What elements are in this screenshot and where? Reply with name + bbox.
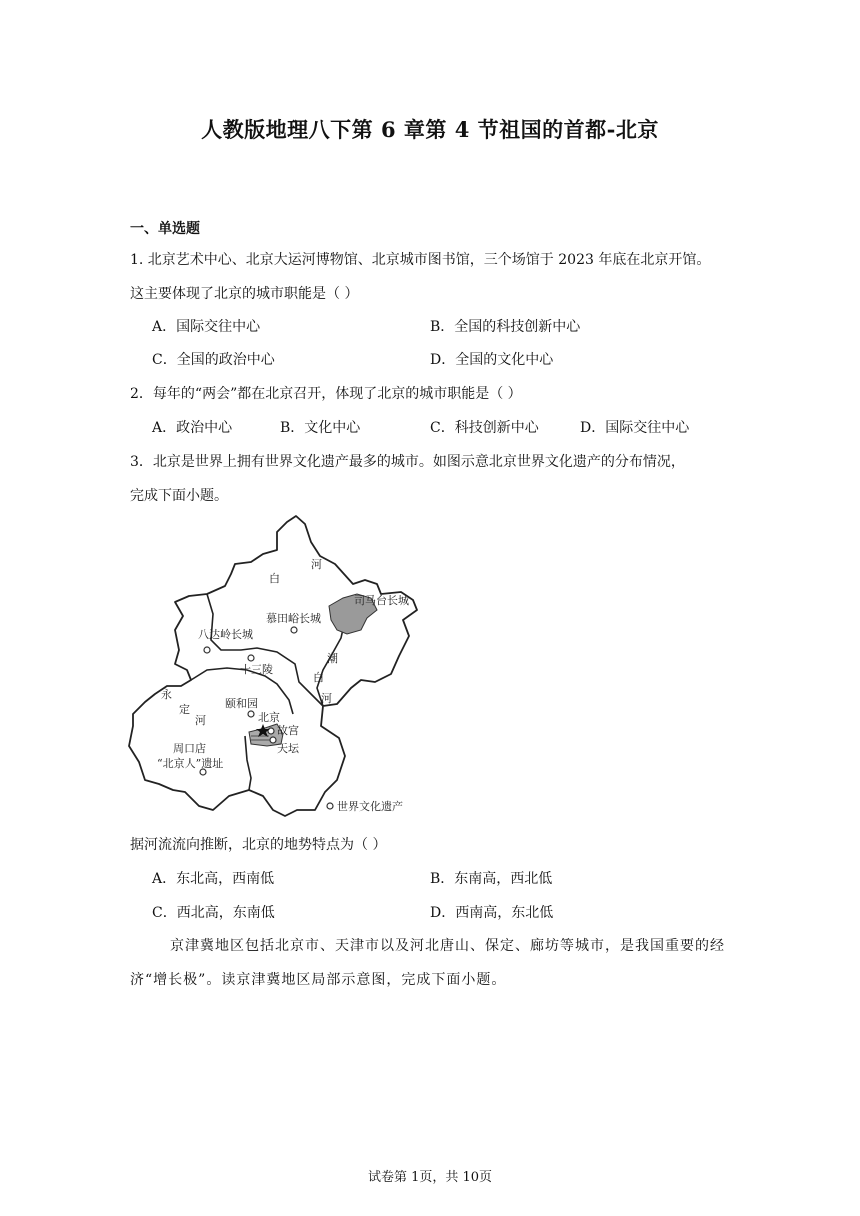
page-footer: 试卷第 1页，共 10页 <box>367 1170 493 1185</box>
beijing-heritage-map <box>125 510 425 820</box>
page-title: 人教版地理八下第 6 章第 4 节祖国的首都-北京 <box>201 117 659 142</box>
q1-option-c[interactable]: C．全国的政治中心 <box>152 352 275 368</box>
label-tiantan: 天坛 <box>277 742 299 755</box>
mutianyu-marker <box>291 627 297 633</box>
q2-stem: 2．每年的“两会”都在北京召开，体现了北京的城市职能是（ ） <box>130 386 522 402</box>
q1-stem-line1: 1. 北京艺术中心、北京大运河博物馆、北京城市图书馆，三个场馆于 2023 年底在北京开馆。 <box>130 252 711 268</box>
passage-line2: 济“增长极”。读京津冀地区局部示意图，完成下面小题。 <box>130 972 507 988</box>
q2-option-c[interactable]: C．科技创新中心 <box>430 420 539 436</box>
label-chao: 潮 <box>327 652 338 665</box>
label-mutianyu: 慕田峪长城 <box>266 612 321 625</box>
map-outline <box>129 516 417 816</box>
label-peking-man: “北京人”遗址 <box>157 757 224 770</box>
label-yiheyuan: 颐和园 <box>225 697 258 710</box>
q3-sub-stem: 据河流流向推断，北京的地势特点为（ ） <box>130 837 387 853</box>
q1-stem-line2: 这主要体现了北京的城市职能是（ ） <box>130 286 359 302</box>
label-gugong: 故宫 <box>277 724 299 737</box>
label-bai-1: 白 <box>269 572 280 585</box>
q2-option-d[interactable]: D．国际交往中心 <box>580 420 690 436</box>
label-he-2: 河 <box>321 692 332 705</box>
q1-option-d[interactable]: D．全国的文化中心 <box>430 352 554 368</box>
label-bai-2: 白 <box>313 671 324 684</box>
q3-option-c[interactable]: C．西北高，东南低 <box>152 905 275 921</box>
q3-option-a[interactable]: A．东北高，西南低 <box>152 871 275 887</box>
section-heading: 一、单选题 <box>130 221 200 237</box>
q3-option-d[interactable]: D．西南高，东北低 <box>430 905 554 921</box>
passage-line1: 京津冀地区包括北京市、天津市以及河北唐山、保定、廊坊等城市，是我国重要的经 <box>170 938 725 954</box>
label-legend: 世界文化遗产 <box>337 800 403 813</box>
yiheyuan-marker <box>248 711 254 717</box>
label-ding: 定 <box>179 703 190 716</box>
badaling-marker <box>204 647 210 653</box>
label-yong: 永 <box>161 688 172 701</box>
q3-stem-line1: 3．北京是世界上拥有世界文化遗产最多的城市。如图示意北京世界文化遗产的分布情况， <box>130 454 685 470</box>
label-shisanling: 十三陵 <box>240 663 273 676</box>
shisanling-marker <box>248 655 254 661</box>
q1-option-a[interactable]: A．国际交往中心 <box>152 319 261 335</box>
label-he-1: 河 <box>311 558 322 571</box>
gugong-marker <box>268 728 274 734</box>
q3-stem-line2: 完成下面小题。 <box>130 488 228 504</box>
label-badaling: 八达岭长城 <box>198 628 253 641</box>
label-beijing: 北京 <box>258 711 280 724</box>
q3-option-b[interactable]: B．东南高，西北低 <box>430 871 553 887</box>
q1-option-b[interactable]: B．全国的科技创新中心 <box>430 319 581 335</box>
label-he-3: 河 <box>195 714 206 727</box>
tiantan-marker <box>270 737 276 743</box>
label-zhoukoudian: 周口店 <box>173 742 206 755</box>
label-simatai: 司马台长城 <box>354 594 409 607</box>
q2-option-a[interactable]: A．政治中心 <box>152 420 233 436</box>
q2-option-b[interactable]: B．文化中心 <box>280 420 361 436</box>
legend-marker <box>327 803 333 809</box>
